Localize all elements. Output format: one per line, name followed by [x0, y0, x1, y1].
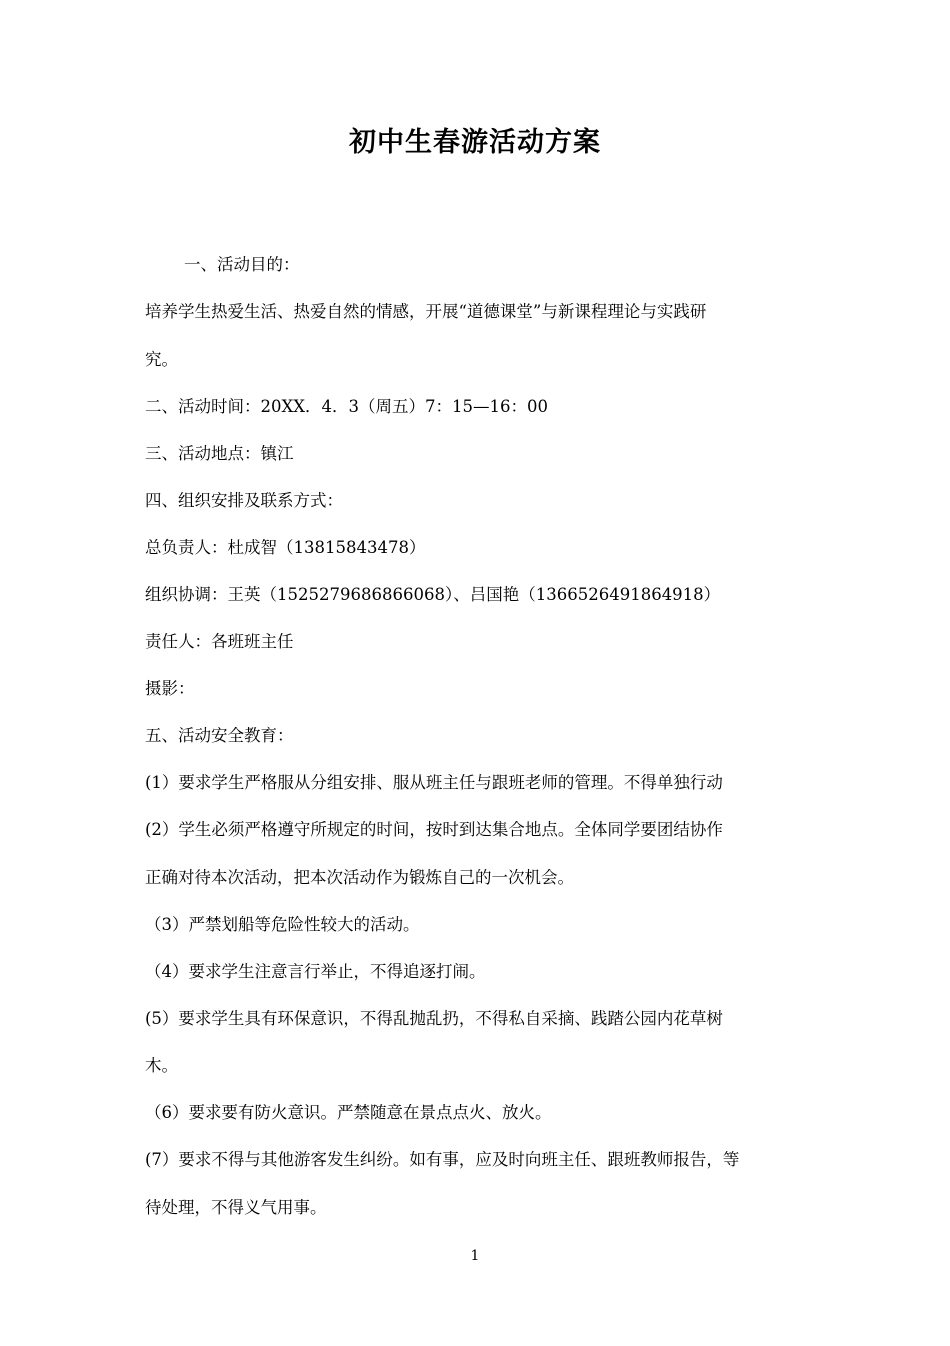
rule-item: (2）学生必须严格遵守所规定的时间，按时到达集合地点。全体同学要团结协作 — [145, 820, 723, 839]
paragraph-line: 究。 — [145, 350, 178, 369]
rule-item: （4）要求学生注意言行举止，不得追逐打闹。 — [145, 962, 486, 981]
page-number: 1 — [470, 1248, 480, 1264]
paragraph-line: 培养学生热爱生活、热爱自然的情感，开展“道德课堂”与新课程理论与实践研 — [145, 302, 707, 321]
rule-item-continuation: 木。 — [145, 1056, 178, 1075]
section-heading-purpose: 一、活动目的： — [184, 255, 300, 274]
section-heading-organization: 四、组织安排及联系方式： — [145, 491, 343, 510]
contact-line: 责任人：各班班主任 — [145, 632, 294, 651]
rule-item-continuation: 正确对待本次活动，把本次活动作为锻炼自己的一次机会。 — [145, 868, 574, 887]
rule-item-continuation: 待处理，不得义气用事。 — [145, 1198, 327, 1217]
contact-line: 组织协调：王英（1525279686866068）、吕国艳（1366526491864918） — [145, 585, 721, 604]
contact-line: 总负责人：杜成智（13815843478） — [145, 538, 426, 557]
rule-item: (5）要求学生具有环保意识，不得乱抛乱扔，不得私自采摘、践踏公园内花草树 — [145, 1009, 723, 1028]
rule-item: （6）要求要有防火意识。严禁随意在景点点火、放火。 — [145, 1103, 552, 1122]
section-heading-safety: 五、活动安全教育： — [145, 726, 294, 745]
section-heading-time: 二、活动时间：20XX．4．3（周五）7：15—16：00 — [145, 397, 548, 416]
rule-item: （3）严禁划船等危险性较大的活动。 — [145, 915, 420, 934]
rule-item: (1）要求学生严格服从分组安排、服从班主任与跟班老师的管理。不得单独行动 — [145, 773, 723, 792]
document-title: 初中生春游活动方案 — [349, 127, 601, 158]
rule-item: (7）要求不得与其他游客发生纠纷。如有事，应及时向班主任、跟班教师报告，等 — [145, 1150, 740, 1169]
section-heading-location: 三、活动地点：镇江 — [145, 444, 294, 463]
contact-line: 摄影： — [145, 679, 195, 698]
